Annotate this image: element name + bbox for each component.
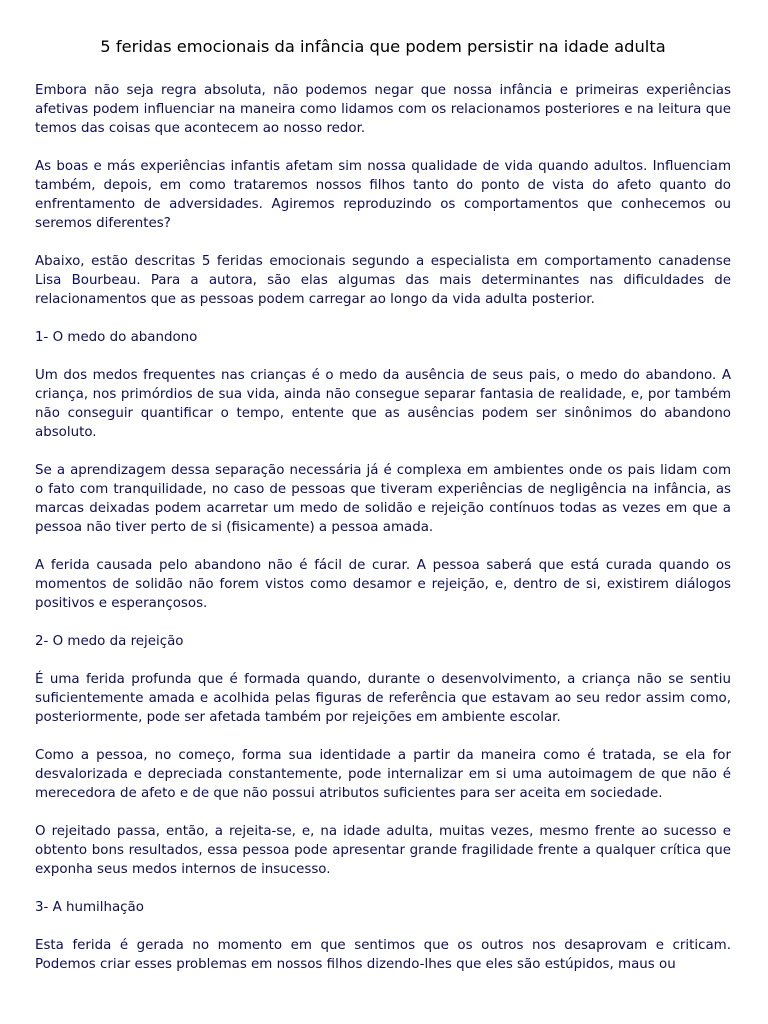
section-heading: 2- O medo da rejeição — [35, 634, 184, 649]
section-paragraph: Um dos medos frequentes nas crianças é o medo da ausência de seus pais, o medo do abandono. A criança, nos primórdios de sua vida, ainda não consegue separar fantasia de realidade, e, por também não conseguir quantificar o tempo, entente que as ausências podem ser sinônimos do abandono absoluto. — [35, 368, 731, 440]
section-humilhacao — [35, 898, 731, 974]
section-paragraph: O rejeitado passa, então, a rejeita-se, e, na idade adulta, muitas vezes, mesmo frente ao sucesso e obtento bons resultados, essa pessoa pode apresentar grande fragilidade frente a qualquer crítica que exponha seus medos internos de insucesso. — [35, 824, 731, 877]
section-heading: 3- A humilhação — [35, 900, 144, 915]
section-paragraph: É uma ferida profunda que é formada quando, durante o desenvolvimento, a criança não se sentiu suficientemente amada e acolhida pelas figuras de referência que estavam ao seu redor assim como, posteriormente, pode ser afetada também por rejeições em ambiente escolar. — [35, 672, 731, 725]
section-rejeicao — [35, 632, 731, 879]
intro-paragraph: As boas e más experiências infantis afetam sim nossa qualidade de vida quando adultos. Influenciam também, depois, em como trataremos nossos filhos tanto do ponto de vista do afeto quanto do enfrentamento de adversidades. Agiremos reproduzindo os comportamentos que conhecemos ou seremos diferentes? — [35, 159, 731, 231]
document-page — [35, 36, 731, 993]
section-heading: 1- O medo do abandono — [35, 330, 198, 345]
section-paragraph: Se a aprendizagem dessa separação necessária já é complexa em ambientes onde os pais lidam com o fato com tranquilidade, no caso de pessoas que tiveram experiências de negligência na infância, as marcas deixadas podem acarretar um medo de solidão e rejeição contínuos todas as vezes em que a pessoa não tiver perto de si (fisicamente) a pessoa amada. — [35, 463, 731, 535]
section-paragraph: Como a pessoa, no começo, forma sua identidade a partir da maneira como é tratada, se ela for desvalorizada e depreciada constantemente, pode internalizar em si uma autoimagem de que não é merecedora de afeto e de que não possui atributos suficientes para ser aceita em sociedade. — [35, 748, 731, 801]
section-paragraph: A ferida causada pelo abandono não é fácil de curar. A pessoa saberá que está curada quando os momentos de solidão não forem vistos como desamor e rejeição, e, dentro de si, existirem diálogos positivos e esperançosos. — [35, 558, 731, 611]
page-title: 5 feridas emocionais da infância que podem persistir na idade adulta — [100, 37, 666, 56]
intro-paragraph: Abaixo, estão descritas 5 feridas emocionais segundo a especialista em comportamento canadense Lisa Bourbeau. Para a autora, são elas algumas das mais determinantes nas dificuldades de relacionamentos que as pessoas podem carregar ao longo da vida adulta posterior. — [35, 254, 731, 307]
section-abandono — [35, 328, 731, 613]
intro-paragraph: Embora não seja regra absoluta, não podemos negar que nossa infância e primeiras experiências afetivas podem influenciar na maneira como lidamos com os relacionamos posteriores e na leitura que temos das coisas que acontecem ao nosso redor. — [35, 83, 731, 136]
section-paragraph: Esta ferida é gerada no momento em que sentimos que os outros nos desaprovam e criticam. Podemos criar esses problemas em nossos filhos dizendo-lhes que eles são estúpidos, maus ou — [35, 938, 731, 972]
